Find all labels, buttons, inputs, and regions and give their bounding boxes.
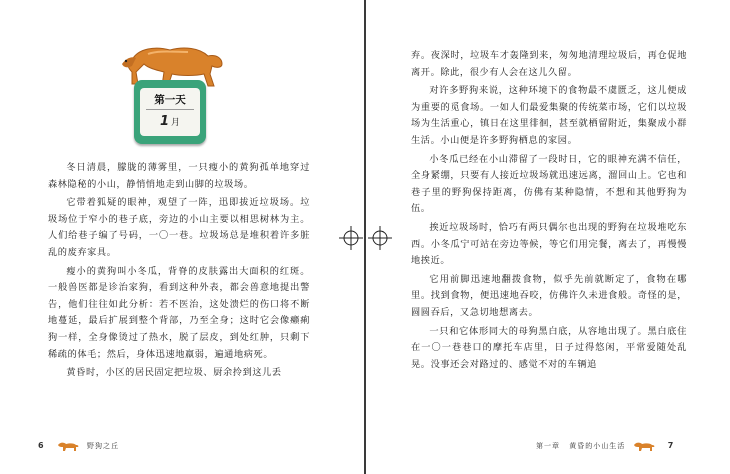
page-number: 6 xyxy=(38,441,45,450)
chapter-label: 第一章 xyxy=(536,442,560,450)
right-folio xyxy=(536,440,674,452)
dog-silhouette-icon xyxy=(632,440,656,452)
right-page xyxy=(366,0,730,474)
paragraph: 弃。夜深时，垃圾车才轰隆到来，匆匆地清理垃圾后，再仓促地离开。除此，很少有人会在这儿久留。 xyxy=(411,50,687,78)
left-body-text xyxy=(48,160,310,384)
chapter-title: 黄昏的小山生活 xyxy=(569,442,626,450)
badge-divider xyxy=(146,109,194,110)
badge-card xyxy=(140,88,200,136)
left-page xyxy=(0,0,364,474)
month-number: 1 xyxy=(159,114,170,129)
right-body-text xyxy=(411,48,687,375)
paragraph: 挨近垃圾场时，恰巧有两只偶尔也出现的野狗在垃圾堆吃东西。小冬瓜宁可站在旁边等候，等它们用完餐，离去了，再慢慢地挨近。 xyxy=(411,221,687,267)
paragraph: 它用前脚迅速地翻拨食物，似乎先前就断定了，食物在哪里。找到食物，便迅速地吞咬，仿佛许久未进食般。奇怪的是，圆圆吞后，又急切地想离去。 xyxy=(411,273,687,318)
dog-silhouette-icon xyxy=(56,440,80,452)
paragraph: 小冬瓜已经在小山滞留了一段时日，它的眼神充满不信任，全身紧绷，只要有人接近垃圾场就迅速远离，溜回山上。它也和巷子里的野狗保持距离，仿佛有某种隐情，不想和其他野狗为伍。 xyxy=(411,153,687,215)
left-folio xyxy=(38,440,119,452)
paragraph: 对许多野狗来说，这种环境下的食物最不虞匮乏，这儿便成为重要的觅食场。一如人们最爱集聚的传统菜市场，它们以垃圾场为生活重心，镇日在这里徘徊，甚至就栖留附近，集聚成小群生活。小山便是许多野狗栖息的家园。 xyxy=(411,85,687,146)
paragraph: 瘦小的黄狗叫小冬瓜，背脊的皮肤露出大面积的红斑。一般兽医都是诊治家狗，看到这种外表，都会兽意地提出警告，他们往往如此分析：若不医治，这处溃烂的伤口将不断地蔓延，最后扩展到整个背部，乃至全身；这时它会像癞痢狗一样，全身像烫过了热水，脱了层皮，到处红肿，只剩下稀疏的体毛；然后，身体迅速地羸弱，遍通地病死。 xyxy=(48,265,310,360)
page-number: 7 xyxy=(667,441,675,450)
month-unit: 月 xyxy=(171,118,181,128)
day-label: 第一天 xyxy=(154,94,186,106)
crosshair-mark xyxy=(339,226,363,250)
paragraph: 冬日清晨，朦胧的薄雾里，一只瘦小的黄狗孤单地穿过森林隐秘的小山，静悄悄地走到山脚的垃圾场。 xyxy=(48,162,310,190)
paragraph: 它带着狐疑的眼神，观望了一阵，迅即拔近垃圾场。垃圾场位于窄小的巷子底，旁边的小山主要以相思树林为主。人们给巷子编了号码，一〇一巷。垃圾场总是堆积着许多脏乱的废弃家具。 xyxy=(48,197,310,258)
paragraph: 一只和它体形同大的母狗黑白底，从容地出现了。黑白底住在一〇一巷巷口的摩托车店里，日子过得悠闲，平常爱随处乱晃。没事还会对路过的、感觉不对的车辆追 xyxy=(411,325,687,370)
paragraph: 黄昏时，小区的居民固定把垃圾、厨余拎到这儿丢 xyxy=(66,367,282,379)
month-label xyxy=(140,114,200,129)
calendar-badge xyxy=(134,72,206,144)
book-title: 野狗之丘 xyxy=(87,442,120,450)
